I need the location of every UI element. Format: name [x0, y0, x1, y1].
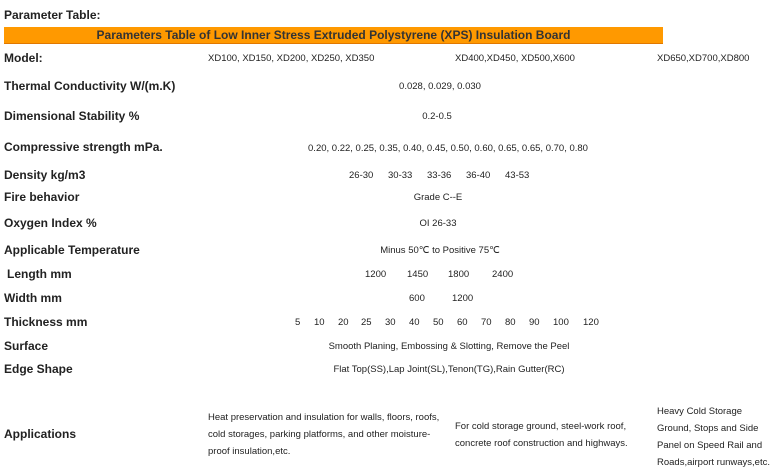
label-surface: Surface: [4, 339, 49, 353]
application-text: Heavy Cold Storage Ground, Stops and Side Panel on Speed Rail and Roads,airport runways,etc.: [657, 406, 770, 468]
application-text: Heat preservation and insulation for walls, floors, roofs, cold storages, parking platforms, and other moisture-proof insulation,etc.: [208, 412, 440, 457]
thickness-value: 40: [409, 317, 420, 328]
value-thermal-conductivity: 0.028, 0.029, 0.030: [399, 81, 481, 92]
thickness-value: 20: [338, 317, 349, 328]
density-value: 36-40: [466, 170, 491, 181]
width-value: 1200: [452, 293, 474, 304]
label-oxygen-index: Oxygen Index %: [4, 216, 97, 230]
thickness-value: 70: [481, 317, 492, 328]
label-density: Density kg/m3: [4, 168, 86, 182]
thickness-value: 50: [433, 317, 444, 328]
label-length: Length mm: [7, 267, 72, 281]
application-text: For cold storage ground, steel-work roof, concrete roof construction and highways.: [455, 421, 628, 449]
label-thickness: Thickness mm: [4, 315, 88, 329]
density-value: 26-30: [349, 170, 374, 181]
density-value: 33-36: [427, 170, 452, 181]
value-compressive-strength: 0.20, 0.22, 0.25, 0.35, 0.40, 0.45, 0.50, 0.60, 0.65, 0.65, 0.70, 0.80: [308, 143, 588, 154]
width-value: 600: [409, 293, 425, 304]
value-surface: Smooth Planing, Embossing & Slotting, Remove the Peel: [328, 341, 570, 352]
label-model: Model:: [4, 51, 43, 65]
label-applications: Applications: [4, 427, 77, 441]
table-title-banner: Parameters Table of Low Inner Stress Extruded Polystyrene (XPS) Insulation Board: [4, 27, 663, 44]
value-edge-shape: Flat Top(SS),Lap Joint(SL),Tenon(TG),Rain Gutter(RC): [333, 364, 565, 375]
thickness-value: 120: [583, 317, 599, 328]
length-value: 1800: [448, 269, 470, 280]
page-heading: Parameter Table:: [4, 8, 101, 22]
label-edge-shape: Edge Shape: [4, 362, 73, 376]
length-value: 1450: [407, 269, 429, 280]
label-thermal-conductivity: Thermal Conductivity W/(m.K): [4, 79, 176, 93]
thickness-value: 60: [457, 317, 468, 328]
model-group-3: XD650,XD700,XD800: [657, 53, 750, 64]
density-value: 30-33: [388, 170, 413, 181]
length-value: 2400: [492, 269, 514, 280]
thickness-value: 90: [529, 317, 540, 328]
thickness-value: 10: [314, 317, 325, 328]
density-value: 43-53: [505, 170, 530, 181]
label-width: Width mm: [4, 291, 62, 305]
thickness-value: 5: [295, 317, 301, 328]
label-fire-behavior: Fire behavior: [4, 190, 80, 204]
value-dimensional-stability: 0.2-0.5: [422, 111, 452, 122]
value-oxygen-index: OI 26-33: [419, 218, 457, 229]
label-dimensional-stability: Dimensional Stability %: [4, 109, 140, 123]
value-fire-behavior: Grade C--E: [413, 192, 463, 203]
thickness-value: 100: [553, 317, 569, 328]
model-group-2: XD400,XD450, XD500,X600: [455, 53, 575, 64]
model-group-1: XD100, XD150, XD200, XD250, XD350: [208, 53, 375, 64]
thickness-value: 80: [505, 317, 516, 328]
thickness-value: 30: [385, 317, 396, 328]
label-compressive-strength: Compressive strength mPa.: [4, 140, 163, 154]
length-value: 1200: [365, 269, 387, 280]
thickness-value: 25: [361, 317, 372, 328]
label-applicable-temperature: Applicable Temperature: [4, 243, 140, 257]
value-applicable-temperature: Minus 50℃ to Positive 75℃: [380, 245, 500, 256]
